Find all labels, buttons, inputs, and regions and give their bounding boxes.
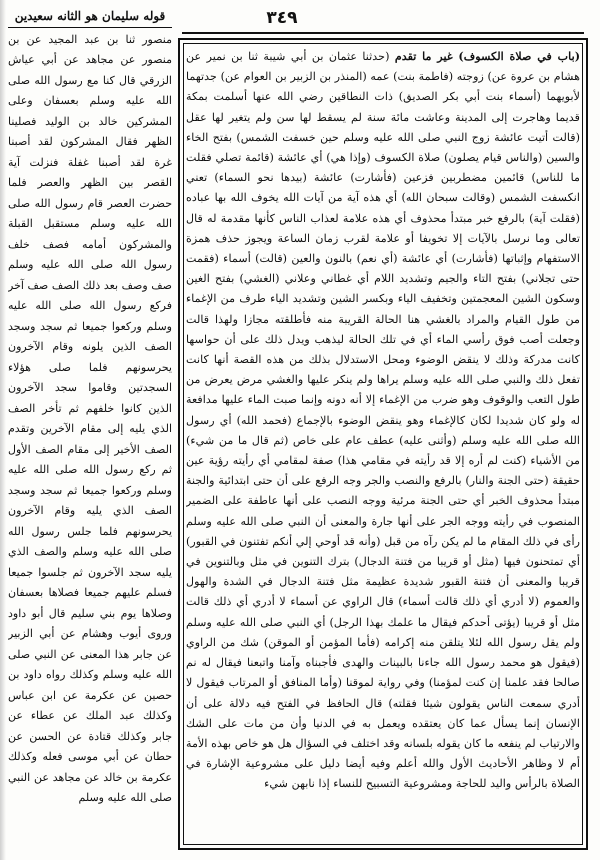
main-paragraph (186, 46, 580, 795)
main-text-column (186, 46, 580, 844)
margin-title: قوله سليمان هو الثانه سعيدين (8, 6, 172, 28)
top-rule-divider (182, 32, 584, 34)
page-number: ٣٤٩ (266, 8, 298, 28)
margin-commentary-column (8, 6, 172, 854)
margin-text: منصور ثنا بن عبد المجيد عن بن منصور عن مجاهد عن أبي عياش الزرقي قال كنا مع رسول الله صلى الله عليه وسلم بعسفان وعلى المشركين خالد بن الوليد فصلينا الظهر فقال المشركون لقد أصبنا غرة لقد أصبنا غفلة فنزلت آية القصر بين الظهر والعصر فلما حضرت العصر قام رسول الله صلى الله عليه وسلم مستقبل القبلة والمشركون أمامه فصف خلف رسول الله صلى الله عليه وسلم صف وصف بعد ذلك الصف صف آخر فركع رسول الله صلى الله عليه وسلم وركعوا جميعا ثم سجد وسجد الصف الذين يلونه وقام الآخرون يحرسونهم فلما صلى هؤلاء السجدتين وقاموا سجد الآخرون الذين كانوا خلفهم ثم تأخر الصف الذي يليه إلى مقام الآخرين وتقدم الصف الأخير إلى مقام الصف الأول ثم ركع رسول الله صلى الله عليه وسلم وركعوا جميعا ثم سجد وسجد الصف الذي يليه وقام الآخرون يحرسونهم فلما جلس رسول الله صلى الله عليه وسلم والصف الذي يليه سجد الآخرون ثم جلسوا جميعا فسلم عليهم جميعا فصلاها بعسفان وصلاها يوم بني سليم قال أبو داود وروى أيوب وهشام عن أبي الزبير عن جابر هذا المعنى عن النبي صلى الله عليه وسلم وكذلك رواه داود بن حصين عن عكرمة عن ابن عباس وكذلك عبد الملك عن عطاء عن جابر وكذلك قتادة عن الحسن عن حطان عن أبي موسى فعله وكذلك عكرمة بن خالد عن مجاهد عن النبي صلى الله عليه وسلم (8, 32, 172, 804)
chapter-heading: (باب في صلاة الكسوف) غير ما تقدم (394, 49, 580, 63)
scan-edge-shadow (0, 0, 6, 860)
main-paragraph-text: (حدثنا عثمان بن أبي شيبة ثنا بن نمير عن هشام بن عروة عن) زوجته (فاطمة بنت) عمه (المنذر بن الزبير بن العوام عن) جدتهما لأبويهما (أسماء بنت أبي بكر الصديق) ذات النطاقين رضي الله عنها أسلمت بمكة قديما وهاجرت إلى المدينة وعاشت مائة سنة لم يسقط لها سن ولم يتغير لها عقل (قالت أتيت عائشة زوج النبي صلى الله عليه وسلم حين خسفت الشمس) بفتح الخاء والسين (والناس قيام يصلون) صلاة الكسوف (وإذا هي) أي عائشة (قائمة تصلي فقلت ما للناس) قائمين مضطربين فزعين (فأشارت) عائشة (بيدها نحو السماء) تعني انكسفت الشمس (وقالت سبحان الله) أي هذه آية من آيات الله يخوف الله بها عباده (فقلت آية) بالرفع خبر مبتدأ محذوف أي هذه علامة لعذاب الناس كأنها مقدمة له قال تعالى وما نرسل بالآيات إلا تخويفا أو علامة لقرب زمان الساعة ويجوز حذف همزة الاستفهام وإثباتها (فأشارت) أي عائشة (أي نعم) بالنون والعين (قالت) أسماء (فقمت حتى تجلاني) بفتح التاء والجيم وتشديد اللام أي غطاني وعلاني (الغشي) بفتح الغين وسكون الشين المعجمتين وتخفيف الياء وبكسر الشين وتشديد الياء طرف من الإغماء من طول القيام والمراد بالغشي هنا الحالة القريبة منه فأطلقته مجازا ولهذا قالت وجعلت أصب فوق رأسي الماء أي في تلك الحالة ليذهب ويدل ذلك على أن حواسها كانت مدركة وذلك لا ينقض الوضوء ومحل الاستدلال بذلك من هذه القصة أنها كانت تفعل ذلك والنبي صلى الله عليه وسلم يراها ولم ينكر عليها والغشي مرض يعرض من طول التعب والوقوف وهو ضرب من الإغماء إلا أنه دونه وإنما صبت الماء عليها مدافعة له ولو كان شديدا لكان كالإغماء وهو ينقض الوضوء بالإجماع (فحمد الله) أي رسول الله صلى الله عليه وسلم (وأثنى عليه) عطف عام على خاص (ثم قال ما من شيء) من الأشياء (كنت لم أره إلا قد رأيته في مقامي هذا) صفة لمقامي أي رأيته رؤية عين حقيقة (حتى الجنة والنار) بالرفع والنصب والجر وجه الرفع على أن حتى ابتدائية والجنة مبتدأ محذوف الخبر أي حتى الجنة مرئية ووجه النصب على أنها عاطفة على الضمير المنصوب في رأيته ووجه الجر على أنها جارة والمعنى أن النبي صلى الله عليه وسلم رأى في ذلك المقام ما لم يكن رآه من قبل (وأنه قد أوحي إلي أنكم تفتنون في القبور) أي تمتحنون فيها (مثل أو قريبا من فتنة الدجال) بترك التنوين في مثل وبالتنوين في قريبا والمعنى أن فتنة القبور شديدة عظيمة مثل فتنة الدجال في الشدة والهول والعموم (لا أدري أي ذلك قالت أسماء) قال الراوي عن أسماء لا أدري أي ذلك قالت مثل أو قريبا (يؤتى أحدكم فيقال ما علمك بهذا الرجل) أي النبي صلى الله عليه وسلم ولم يقل رسول الله لئلا يتلقن منه إكرامه (فأما المؤمن أو الموقن) شك من الراوي (فيقول هو محمد رسول الله جاءنا بالبينات والهدى فأجبناه وآمنا واتبعنا فيقال له نم صالحا فقد علمنا إن كنت لمؤمنا) وفي رواية لموقنا (وأما المنافق أو المرتاب فيقول لا أدري سمعت الناس يقولون شيئا فقلته) قال الحافظ في الفتح فيه دلالة على أن الإنسان إنما يسأل عما كان يعتقده ويعمل به في الدنيا وأن من مات على الشك والارتياب لم ينفعه ما كان يقوله بلسانه وقد اختلف في السؤال هل هو خاص بهذه الأمة أم لا وظاهر الأحاديث الأول والله أعلم وفيه أيضا دليل على مشروعية الإشارة في الصلاة بالرأس واليد للحاجة ومشروعية التسبيح للنساء إذا نابهن شيء (186, 50, 580, 791)
